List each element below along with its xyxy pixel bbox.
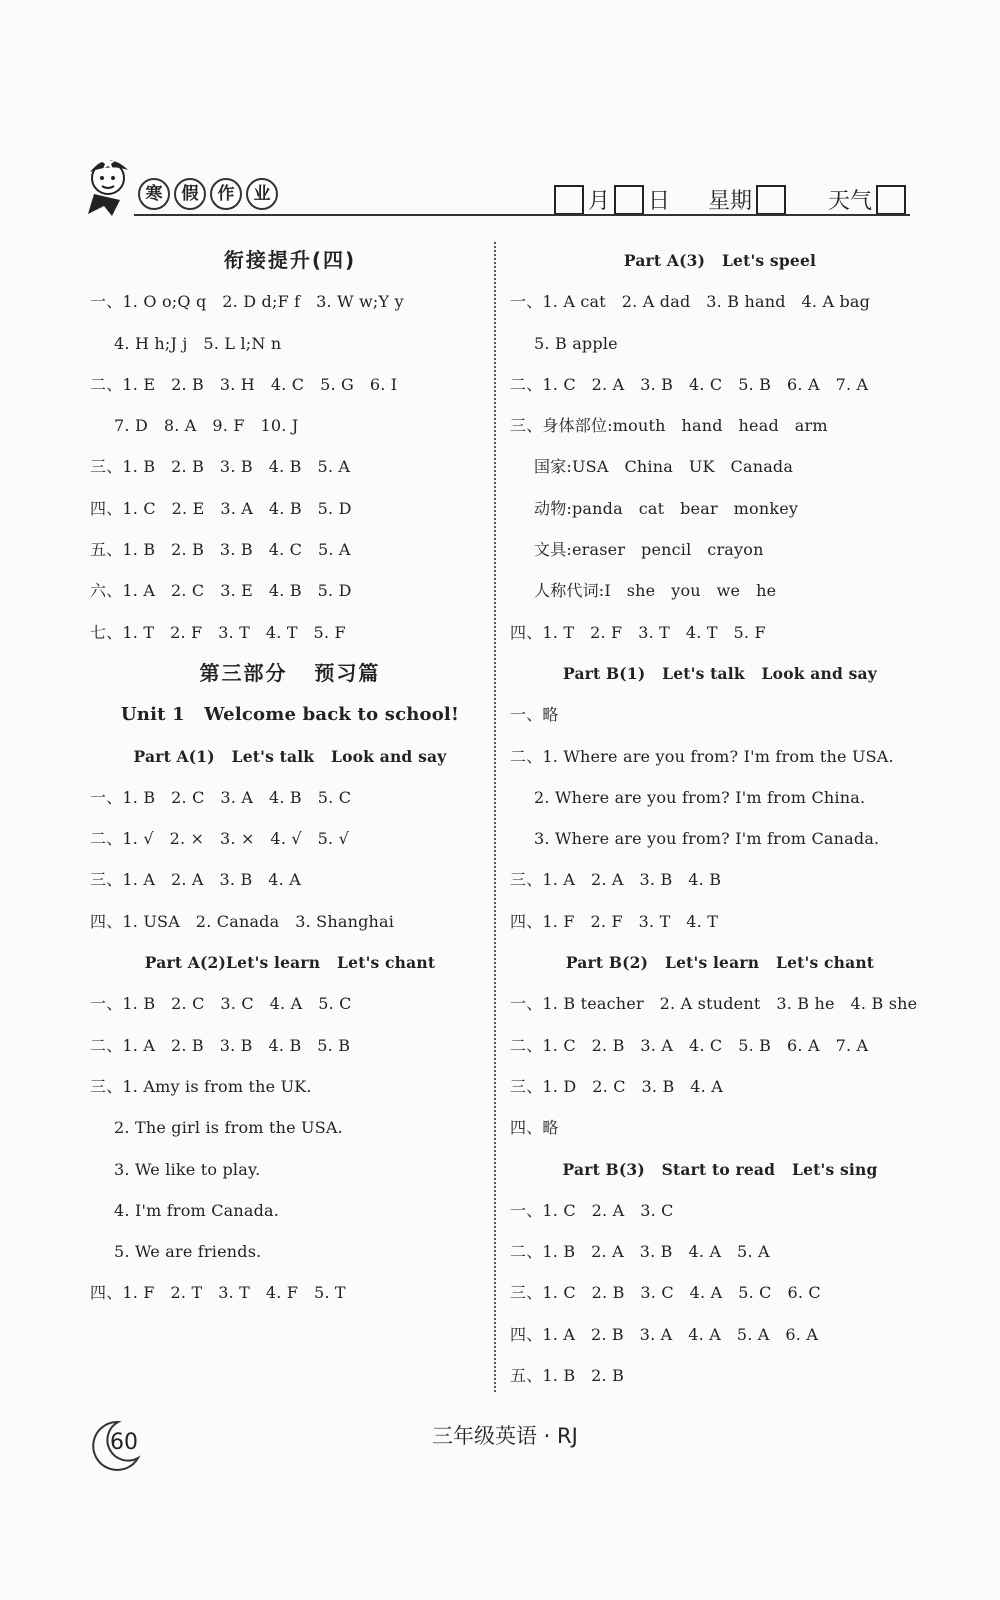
weather-box[interactable] [876, 185, 906, 215]
month-label: 月 [587, 189, 610, 214]
answer-line: 2. Where are you from? I'm from China. [534, 787, 866, 807]
answer-line: 七、1. T 2. F 3. T 4. T 5. F [90, 622, 346, 642]
answer-line: 3. Where are you from? I'm from Canada. [534, 829, 880, 849]
answer-line: 四、1. T 2. F 3. T 4. T 5. F [510, 622, 766, 642]
answer-line: 二、1. C 2. A 3. B 4. C 5. B 6. A 7. A [510, 374, 869, 394]
answer-line: 四、1. F 2. T 3. T 4. F 5. T [90, 1283, 346, 1303]
answer-line: 一、1. A cat 2. A dad 3. B hand 4. A bag [510, 292, 871, 312]
answer-line: 四、1. F 2. F 3. T 4. T [510, 911, 719, 931]
page-number-badge [88, 1418, 142, 1472]
answer-line: 4. I'm from Canada. [114, 1200, 280, 1220]
answer-line: 五、1. B 2. B [510, 1366, 625, 1386]
answer-line: 3. We like to play. [114, 1159, 261, 1179]
section-heading: Part A(2)Let's learn Let's chant [144, 953, 436, 973]
answer-line: 一、1. B 2. C 3. A 4. B 5. C [90, 787, 352, 807]
answer-line: 文具:eraser pencil crayon [534, 540, 764, 560]
header-rule [134, 214, 910, 216]
left-answer-column [90, 240, 490, 1314]
section-heading: 第三部分 预习篇 [199, 660, 381, 685]
answer-line: 三、身体部位:mouth hand head arm [510, 416, 828, 436]
day-label: 日 [647, 189, 670, 214]
answer-line: 四、1. C 2. E 3. A 4. B 5. D [90, 498, 352, 518]
day-box[interactable] [614, 185, 644, 215]
answer-line: 三、1. D 2. C 3. B 4. A [510, 1076, 723, 1096]
answer-line: 2. The girl is from the USA. [114, 1118, 343, 1138]
answer-line: 7. D 8. A 9. F 10. J [114, 416, 299, 436]
date-fields [550, 184, 910, 215]
answer-line: 三、1. C 2. B 3. C 4. A 5. C 6. C [510, 1283, 821, 1303]
page-number: 60 [110, 1430, 138, 1455]
answer-line: 二、1. E 2. B 3. H 4. C 5. G 6. I [90, 374, 398, 394]
answer-line: 一、1. B teacher 2. A student 3. B he 4. B she [510, 994, 918, 1014]
section-heading: Part B(2) Let's learn Let's chant [565, 953, 875, 973]
answer-line: 一、1. B 2. C 3. C 4. A 5. C [90, 994, 352, 1014]
answer-line: 动物:panda cat bear monkey [534, 498, 799, 518]
answer-line: 四、1. USA 2. Canada 3. Shanghai [90, 911, 395, 931]
answer-line: 二、1. B 2. A 3. B 4. A 5. A [510, 1242, 770, 1262]
logo-char: 寒 [138, 178, 170, 210]
logo-char: 业 [246, 178, 278, 210]
winter-homework-logo [80, 150, 360, 220]
answer-line: 5. B apple [534, 333, 618, 353]
answer-line: 四、1. A 2. B 3. A 4. A 5. A 6. A [510, 1324, 819, 1344]
page-header [80, 140, 910, 230]
answer-line: 三、1. A 2. A 3. B 4. B [510, 870, 722, 890]
answer-line: 二、1. Where are you from? I'm from the USA. [510, 746, 894, 766]
section-heading: Part A(1) Let's talk Look and say [133, 746, 447, 766]
section-heading: 衔接提升(四) [223, 248, 357, 272]
weekday-label: 星期 [707, 189, 752, 214]
cartoon-kid-icon [80, 150, 140, 220]
weekday-box[interactable] [756, 185, 786, 215]
footer-subject: 三年级英语 · RJ [432, 1424, 578, 1448]
right-answer-column [510, 240, 930, 1396]
answer-line: 国家:USA China UK Canada [534, 457, 794, 477]
month-box[interactable] [554, 185, 584, 215]
answer-line: 二、1. C 2. B 3. A 4. C 5. B 6. A 7. A [510, 1035, 869, 1055]
answer-line: 二、1. √ 2. × 3. × 4. √ 5. √ [90, 829, 349, 849]
answer-line: 人称代词:I she you we he [534, 581, 777, 601]
logo-char: 假 [174, 178, 206, 210]
answer-line: 三、1. Amy is from the UK. [90, 1076, 312, 1096]
section-heading: Unit 1 Welcome back to school! [120, 704, 460, 726]
answer-line: 一、1. C 2. A 3. C [510, 1200, 674, 1220]
weather-label: 天气 [827, 189, 872, 214]
section-heading: Part B(1) Let's talk Look and say [563, 663, 877, 683]
answer-line: 三、1. B 2. B 3. B 4. B 5. A [90, 457, 351, 477]
answer-line: 五、1. B 2. B 3. B 4. C 5. A [90, 540, 351, 560]
answer-line: 六、1. A 2. C 3. E 4. B 5. D [90, 581, 352, 601]
answer-line: 四、略 [510, 1118, 559, 1138]
section-heading: Part A(3) Let's speel [623, 251, 817, 270]
answer-line: 一、略 [510, 705, 559, 725]
answer-line: 二、1. A 2. B 3. B 4. B 5. B [90, 1035, 351, 1055]
column-divider [494, 242, 496, 1392]
section-heading: Part B(3) Start to read Let's sing [562, 1159, 878, 1179]
answer-line: 5. We are friends. [114, 1242, 262, 1262]
answer-line: 一、1. O o;Q q 2. D d;F f 3. W w;Y y [90, 292, 404, 312]
answer-line: 三、1. A 2. A 3. B 4. A [90, 870, 302, 890]
logo-char: 作 [210, 178, 242, 210]
answer-line: 4. H h;J j 5. L l;N n [114, 333, 282, 353]
